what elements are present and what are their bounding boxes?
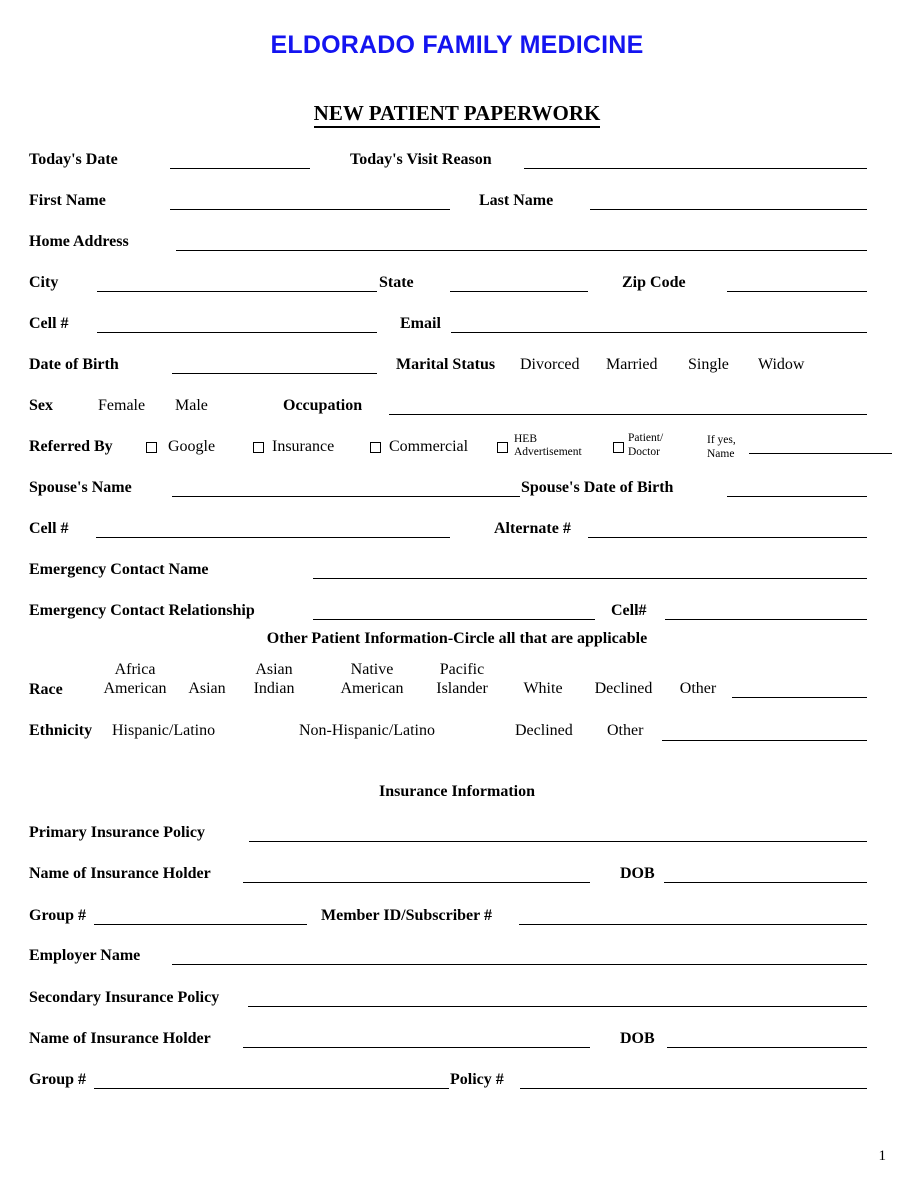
zip-code-input[interactable]: [727, 291, 867, 292]
row-cell-email: [0, 314, 914, 340]
sex-option-female[interactable]: Female: [98, 397, 146, 414]
secondary-insurance-policy-input[interactable]: [248, 1006, 867, 1007]
race-option-african-american-line1: Africa: [114, 661, 156, 678]
sex-option-male[interactable]: Male: [175, 397, 208, 414]
spouse-cell-label: Cell #: [29, 520, 69, 537]
race-option-pacific-islander-line2: Islander: [436, 680, 488, 697]
page-number: 1: [878, 1148, 886, 1164]
primary-insurance-policy-input[interactable]: [249, 841, 867, 842]
row-primary-insurance-policy: [0, 823, 914, 849]
row-secondary-group-policy: [0, 1070, 914, 1096]
referred-option-insurance[interactable]: Insurance: [272, 438, 335, 455]
referred-option-commercial[interactable]: Commercial: [389, 438, 469, 455]
row-todays-date: [0, 150, 914, 176]
race-option-native-american-line1: Native: [350, 661, 394, 678]
sex-label: Sex: [29, 397, 53, 414]
primary-holder-name-input[interactable]: [243, 882, 590, 883]
policy-number-input[interactable]: [520, 1088, 867, 1089]
secondary-group-number-input[interactable]: [94, 1088, 449, 1089]
row-sex-occupation: [0, 396, 914, 422]
ethnicity-option-hispanic[interactable]: Hispanic/Latino: [112, 722, 216, 739]
referred-by-label: Referred By: [29, 438, 113, 455]
referred-option-heb-line2[interactable]: Advertisement: [514, 446, 582, 458]
employer-name-input[interactable]: [172, 964, 867, 965]
race-option-white-label: White: [523, 680, 563, 697]
race-option-asian[interactable]: [182, 679, 232, 698]
emergency-contact-relationship-input[interactable]: [313, 619, 595, 620]
date-of-birth-label: Date of Birth: [29, 356, 119, 373]
policy-number-label: Policy #: [450, 1071, 504, 1088]
row-spouse-cell: [0, 519, 914, 545]
secondary-holder-dob-label: DOB: [620, 1030, 655, 1047]
race-option-other[interactable]: [674, 679, 722, 698]
todays-date-label: Today's Date: [29, 151, 118, 168]
ethnicity-label: Ethnicity: [29, 722, 93, 739]
checkbox-google[interactable]: [146, 442, 157, 453]
marital-status-label: Marital Status: [396, 356, 496, 373]
emergency-contact-cell-input[interactable]: [665, 619, 867, 620]
state-input[interactable]: [450, 291, 588, 292]
secondary-group-number-label: Group #: [29, 1071, 87, 1088]
row-home-address: [0, 232, 914, 258]
referred-option-heb-line1[interactable]: HEB: [514, 433, 537, 445]
spouse-name-input[interactable]: [172, 496, 520, 497]
spouse-dob-input[interactable]: [727, 496, 867, 497]
email-input[interactable]: [451, 332, 867, 333]
city-label: City: [29, 274, 59, 291]
spouse-cell-input[interactable]: [96, 537, 450, 538]
alternate-number-label: Alternate #: [494, 520, 571, 537]
race-option-declined[interactable]: [586, 679, 661, 698]
primary-holder-dob-input[interactable]: [664, 882, 867, 883]
date-of-birth-input[interactable]: [172, 373, 377, 374]
race-option-native-american-line2: American: [340, 680, 404, 697]
primary-group-number-input[interactable]: [94, 924, 307, 925]
referred-option-google[interactable]: Google: [168, 438, 216, 455]
race-option-white[interactable]: [518, 679, 568, 698]
home-address-input[interactable]: [176, 250, 867, 251]
state-label: State: [379, 274, 414, 291]
city-input[interactable]: [97, 291, 377, 292]
employer-name-label: Employer Name: [29, 947, 141, 964]
race-option-african-american[interactable]: [96, 660, 174, 698]
row-ethnicity: [0, 721, 914, 747]
other-patient-information-heading: Other Patient Information-Circle all that are applicable: [266, 630, 648, 647]
todays-visit-reason-input[interactable]: [524, 168, 867, 169]
if-yes-label-line1: If yes,: [707, 434, 736, 446]
race-option-pacific-islander-line1: Pacific: [439, 661, 485, 678]
row-city-state-zip: [0, 273, 914, 299]
marital-option-married[interactable]: Married: [606, 356, 658, 373]
race-option-other-label: Other: [679, 680, 717, 697]
secondary-insurance-policy-label: Secondary Insurance Policy: [29, 989, 220, 1006]
first-name-label: First Name: [29, 192, 106, 209]
checkbox-heb-advertisement[interactable]: [497, 442, 508, 453]
row-emergency-contact-name: [0, 560, 914, 586]
row-name: [0, 191, 914, 217]
spouse-name-label: Spouse's Name: [29, 479, 132, 496]
page-title: [0, 101, 914, 126]
race-option-asian-indian-line1: Asian: [255, 661, 293, 678]
row-referred-by: [0, 432, 914, 471]
ethnicity-option-other[interactable]: Other: [607, 722, 644, 739]
first-name-input[interactable]: [170, 209, 450, 210]
row-dob-marital: [0, 355, 914, 381]
todays-visit-reason-label: Today's Visit Reason: [350, 151, 492, 168]
member-id-label: Member ID/Subscriber #: [321, 907, 492, 924]
row-race: [0, 660, 914, 702]
occupation-label: Occupation: [283, 397, 363, 414]
primary-group-number-label: Group #: [29, 907, 87, 924]
page-title-text: NEW PATIENT PAPERWORK: [314, 101, 601, 128]
race-option-african-american-line2: American: [103, 680, 167, 697]
emergency-contact-cell-label: Cell#: [611, 602, 647, 619]
row-emergency-contact-relationship: [0, 601, 914, 627]
primary-insurance-policy-label: Primary Insurance Policy: [29, 824, 205, 841]
insurance-information-heading: Insurance Information: [378, 783, 535, 800]
marital-option-divorced[interactable]: Divorced: [520, 356, 580, 373]
home-address-label: Home Address: [29, 233, 129, 250]
emergency-contact-name-input[interactable]: [313, 578, 867, 579]
row-primary-holder: [0, 864, 914, 890]
secondary-holder-dob-input[interactable]: [667, 1047, 867, 1048]
checkbox-commercial[interactable]: [370, 442, 381, 453]
ethnicity-other-input[interactable]: [662, 740, 867, 741]
race-label: Race: [29, 681, 63, 698]
clinic-name-heading: ELDORADO FAMILY MEDICINE: [270, 31, 644, 59]
emergency-contact-relationship-label: Emergency Contact Relationship: [29, 602, 255, 619]
race-option-asian-label: Asian: [188, 680, 226, 697]
checkbox-insurance[interactable]: [253, 442, 264, 453]
race-option-asian-indian-line2: Indian: [253, 680, 295, 697]
member-id-input[interactable]: [519, 924, 867, 925]
cell-number-label: Cell #: [29, 315, 69, 332]
secondary-holder-name-label: Name of Insurance Holder: [29, 1030, 211, 1047]
race-other-input[interactable]: [732, 697, 867, 698]
ethnicity-option-declined[interactable]: Declined: [515, 722, 573, 739]
referred-option-patient-line1[interactable]: Patient/: [628, 432, 664, 444]
occupation-input[interactable]: [389, 414, 867, 415]
marital-option-widow[interactable]: Widow: [758, 356, 805, 373]
cell-number-input[interactable]: [97, 332, 377, 333]
todays-date-input[interactable]: [170, 168, 310, 169]
last-name-label: Last Name: [479, 192, 554, 209]
race-option-declined-label: Declined: [594, 680, 653, 697]
secondary-holder-name-input[interactable]: [243, 1047, 590, 1048]
spouse-dob-label: Spouse's Date of Birth: [521, 479, 674, 496]
referred-option-patient-line2[interactable]: Doctor: [628, 446, 660, 458]
alternate-number-input[interactable]: [588, 537, 867, 538]
marital-option-single[interactable]: Single: [688, 356, 729, 373]
referred-by-name-input[interactable]: [749, 453, 892, 454]
zip-code-label: Zip Code: [622, 274, 686, 291]
primary-holder-dob-label: DOB: [620, 865, 655, 882]
row-secondary-holder: [0, 1029, 914, 1055]
checkbox-patient-doctor[interactable]: [613, 442, 624, 453]
email-label: Email: [400, 315, 441, 332]
race-option-native-american[interactable]: [330, 660, 414, 698]
primary-holder-name-label: Name of Insurance Holder: [29, 865, 211, 882]
row-primary-group-member: [0, 906, 914, 932]
row-employer-name: [0, 946, 914, 972]
if-yes-label-line2: Name: [707, 448, 735, 460]
row-secondary-insurance-policy: [0, 988, 914, 1014]
ethnicity-option-non-hispanic[interactable]: Non-Hispanic/Latino: [299, 722, 435, 739]
race-option-pacific-islander[interactable]: [424, 660, 500, 698]
row-spouse-name: [0, 478, 914, 504]
race-option-asian-indian[interactable]: [243, 660, 305, 698]
emergency-contact-name-label: Emergency Contact Name: [29, 561, 209, 578]
last-name-input[interactable]: [590, 209, 867, 210]
